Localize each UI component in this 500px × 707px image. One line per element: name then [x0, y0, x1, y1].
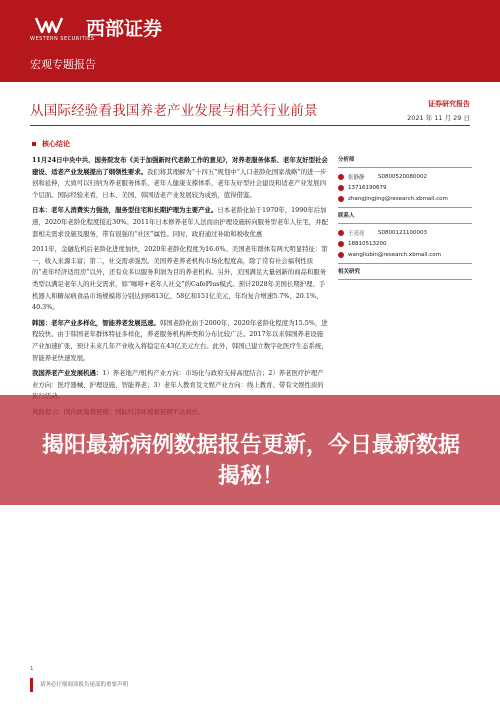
related-research-heading: 相关研究 — [338, 269, 361, 275]
report-title: 从国际经验看我国养老产业发展与相关行业前景 — [30, 103, 318, 119]
paragraph: 日本：老年人消费实力强劲，服务型住宅和长期护理为主要产业。日本老龄化始于1970年，1990年后加速，2020年老龄化程度接近30%。2011年日本修养老年人法而由护理设施转向服务型老年人住宅，并配套相关需求设施及服务，带有很强的“社区”属性。同时，政府通过补助和税收优惠 — [32, 206, 328, 238]
analyst-phone: 13716190679 — [348, 184, 387, 191]
contact-phone: 18810513200 — [348, 240, 387, 247]
analyst-sidebar — [338, 155, 472, 283]
brand-name: 西部证券 — [86, 18, 163, 40]
report-type: 宏观专题报告 — [30, 58, 96, 71]
brand-subtitle: WESTERN SECURITIES — [30, 36, 95, 42]
phone-icon — [338, 241, 344, 247]
title-divider — [30, 125, 470, 126]
person-icon — [338, 230, 344, 236]
paragraph: 2011年，金融危机后老龄化进度加快，2020年老龄化程度为16.6%。美国老年群体有两大明显特征：第一，收入来源丰富；第二，社交需求强烈。美国养老养老机构市场化程度高，除了常有社会福利性质的“老年经济适用房”以外，还有众多以服务利润为目的养老机构。另外，美国满足大量创新的商品和服务类型以满足老年人的社交需求，如“咖啡+老年人社交”的CafePlus模式。预计2028年美国长期护理、手机器人和糖尿病食品市场规模将分别达到6813亿、58亿和151亿美元，年均复合增速5.7%、20.1%、40.3%。 — [32, 245, 328, 312]
person-icon — [338, 174, 344, 180]
contact-email[interactable]: wangliubin@research.xbmail.com — [348, 251, 441, 258]
key-points-body — [32, 155, 328, 418]
contact-row: 王亮亮 S0800121100003 — [338, 227, 472, 238]
paragraph: 韩国：老年产业多样化，智能养老发展迅速。韩国老龄化始于2000年，2020年老龄化程度为15.5%，进程较快。由于韩国老年群体特征多样化，养老服务机构种类和分布比较广泛。2017年以来韩国养老设施产业加速扩张，预计未来几年产业收入将稳定在43亿美元左右。此外，韩国已建立数字化医疗生态系统，智能养老快速发展。 — [32, 318, 328, 362]
email-icon — [338, 196, 344, 202]
bullet-square-icon — [32, 142, 36, 146]
research-dept-label: 证券研究报告 — [428, 99, 470, 108]
paragraph: 我国养老产业发展机遇：1）养老地产/机构产业方向：市场化与政府支持高度结合；2）养老医疗护理产业方向：医疗器械、护理设施、智能养老；3）老年人教育及文娱产业方向：线上教育、带有文娱性质的 — [32, 369, 324, 389]
analyst-row: 张静静 S0800520080002 — [338, 171, 472, 182]
western-securities-logo-icon — [34, 14, 64, 36]
analyst-email[interactable]: zhangjingjing@research.xbmail.com — [348, 195, 448, 202]
report-date: 2021 年 11 月 29 日 — [407, 114, 470, 122]
headline-overlay-text: 揭阳最新病例数据报告更新，今日最新数据揭秘！ — [41, 433, 460, 489]
email-icon — [338, 252, 344, 258]
contact-heading: 联系人 — [338, 213, 355, 219]
key-points-heading: 核心结论 — [32, 139, 70, 149]
footer-disclaimer: 请务必仔细阅读报告尾部的重要声明 — [40, 682, 129, 688]
report-header — [0, 0, 500, 82]
page-number: 1 — [30, 666, 34, 672]
paragraph: 11月24日中央中共、国务院发布《关于加强新时代老龄工作的意见》，对养老服务体系、老年友好型社会建设、适老产业发展提出了纲领性要求。我们将其理解为“十四五”规划中“人口老龄化国家战略”的进一步创和延伸，大致可以归纳为养老服务体系、老年人健康支撑体系、老年友好型社会建设和适老产业发展四个层面。国际经验来看，日本、美国、韩国适老产业发展较为成熟，值得借鉴。 — [32, 156, 328, 199]
phone-icon — [338, 185, 344, 191]
footer-accent-bar — [30, 678, 33, 692]
analyst-heading: 分析师 — [338, 157, 355, 163]
